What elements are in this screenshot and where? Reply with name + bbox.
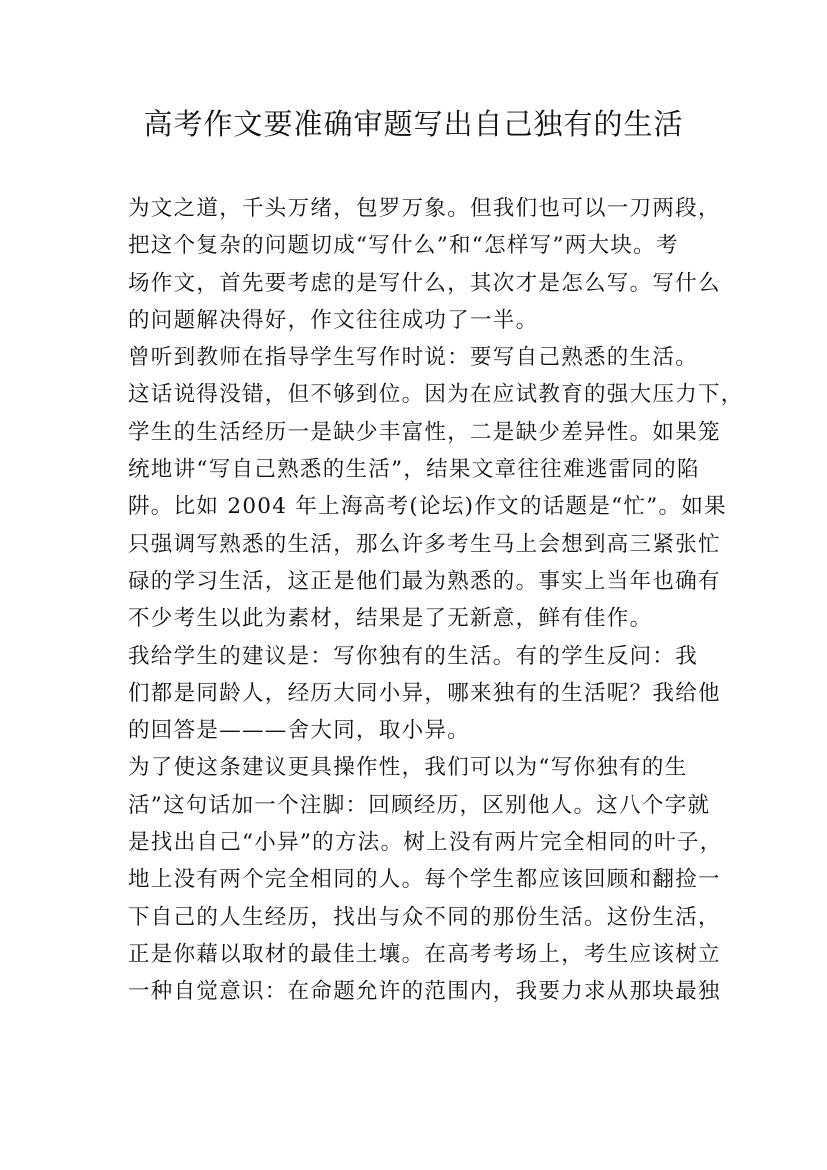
text-line: 的问题解决得好，作文往往成功了一半。: [128, 307, 539, 333]
text-line: 为了使这条建议更具操作性，我们可以为“写你独有的生: [128, 755, 688, 781]
text-line: 不少考生以此为素材，结果是了无新意，鲜有佳作。: [128, 606, 653, 632]
text-line: 活”这句话加一个注脚：回顾经历，区别他人。这八个字就: [128, 792, 711, 818]
text-line: 把这个复杂的问题切成“写什么”和“怎样写”两大块。考: [128, 233, 679, 259]
text-line: 我给学生的建议是：写你独有的生活。有的学生反问：我: [128, 643, 699, 669]
text-line: 一种自觉意识：在命题允许的范围内，我要力求从那块最独: [128, 979, 721, 1005]
text-line: 这话说得没错，但不够到位。因为在应试教育的强大压力下，: [128, 382, 744, 408]
text-line: 下自己的人生经历，找出与众不同的那份生活。这份生活，: [128, 904, 721, 930]
text-line: 为文之道，千头万绪，包罗万象。但我们也可以一刀两段，: [128, 196, 721, 221]
text-line: 是找出自己“小异”的方法。树上没有两片完全相同的叶子，: [128, 830, 723, 856]
text-line: 的回答是———舍大同，取小异。: [128, 718, 471, 744]
text-line: 只强调写熟悉的生活，那么许多考生马上会想到高三紧张忙: [128, 531, 721, 557]
text-line: 统地讲“写自己熟悉的生活”，结果文章往往难逃雷同的陷: [128, 457, 700, 483]
text-line: 曾听到教师在指导学生写作时说：要写自己熟悉的生活。: [128, 345, 699, 371]
text-line: 正是你藉以取材的最佳土壤。在高考考场上，考生应该树立: [128, 941, 721, 967]
text-line: 地上没有两个完全相同的人。每个学生都应该回顾和翻捡一: [128, 867, 721, 893]
text-line: 阱。比如 2004 年上海高考(论坛)作文的话题是“忙”。如果: [128, 494, 727, 520]
document-title: 高考作文要准确审题写出自己独有的生活: [143, 107, 684, 141]
text-line: 碌的学习生活，这正是他们最为熟悉的。事实上当年也确有: [128, 568, 721, 594]
text-line: 们都是同龄人，经历大同小异，哪来独有的生活呢？我给他: [128, 680, 721, 706]
text-line: 学生的生活经历一是缺少丰富性，二是缺少差异性。如果笼: [128, 419, 721, 445]
text-line: 场作文，首先要考虑的是写什么，其次才是怎么写。写什么: [128, 270, 721, 296]
document-body: [128, 190, 744, 1011]
